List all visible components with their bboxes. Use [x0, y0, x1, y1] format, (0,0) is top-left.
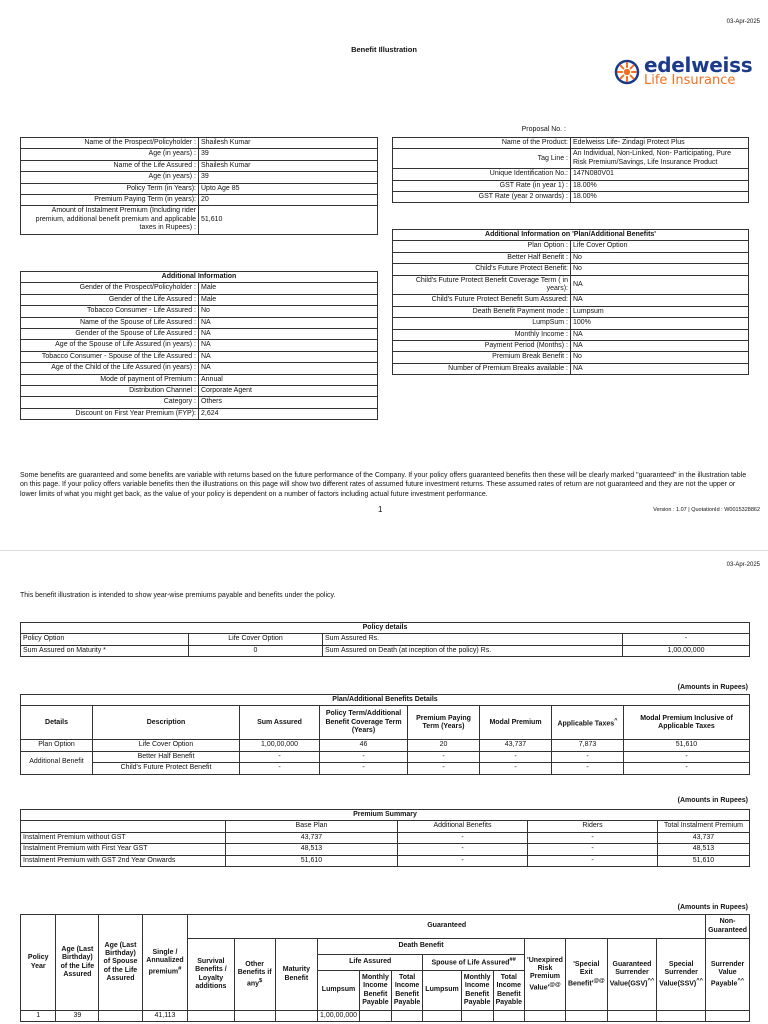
- cell: -: [624, 763, 750, 774]
- row-value: Corporate Agent: [199, 385, 378, 396]
- cell: 41,113: [142, 1011, 188, 1022]
- cell: 20: [408, 740, 480, 751]
- row-value: NA: [571, 363, 749, 374]
- header-sup: @@: [549, 981, 561, 988]
- row-label: Tobacco Consumer - Spouse of the Life Assured :: [21, 351, 199, 362]
- header-single-premium: [142, 915, 188, 1011]
- header-sup: ^^: [696, 977, 704, 984]
- table-row: [393, 352, 749, 363]
- table-row: [21, 1011, 750, 1022]
- table-row: [393, 340, 749, 351]
- header-modal-premium: Modal Premium: [480, 706, 552, 740]
- cell: Instalment Premium without GST: [21, 832, 226, 843]
- row-label: Number of Premium Breaks available :: [393, 363, 571, 374]
- header-total-income-spouse: Total Income Benefit Payable: [493, 971, 524, 1011]
- row-value: Life Cover Option: [571, 241, 749, 252]
- cell: -: [240, 751, 320, 762]
- benefit-table-wrap: [20, 914, 750, 1024]
- cell: 1: [21, 1011, 56, 1022]
- table-row: [393, 363, 749, 374]
- cell: Sum Assured on Maturity *: [21, 645, 189, 656]
- header-spouse-la: [423, 955, 525, 971]
- row-label: Child's Future Protect Benefit Sum Assured:: [393, 295, 571, 306]
- header-text: 'Unexpired Risk Premium Value': [527, 956, 563, 992]
- row-label: Child's Future Protect Benefit:: [393, 264, 571, 275]
- cell: 39: [56, 1011, 99, 1022]
- cell: 43,737: [480, 740, 552, 751]
- row-value: 2,624: [199, 408, 378, 419]
- row-label: GST Rate (year 2 onwards) :: [393, 191, 571, 202]
- cell: 51,610: [624, 740, 750, 751]
- table-row: [21, 844, 750, 855]
- header-sup: $: [259, 977, 263, 984]
- cell: Policy Option: [21, 634, 189, 645]
- header-special-exit: [565, 939, 607, 1011]
- cell: 43,737: [658, 832, 750, 843]
- cell: -: [408, 763, 480, 774]
- cell: [657, 1011, 706, 1022]
- row-label: Gender of the Prospect/Policyholder :: [21, 283, 199, 294]
- row-value: No: [571, 252, 749, 263]
- policy-details-title: Policy details: [21, 623, 750, 634]
- premium-summary-title: Premium Summary: [21, 810, 750, 821]
- cell: Life Cover Option: [93, 740, 240, 751]
- header-text: Single / Annualized premium: [146, 948, 184, 975]
- header-age-la: Age (Last Birthday) of the Life Assured: [56, 915, 99, 1011]
- row-label: Name of the Spouse of Life Assured :: [21, 317, 199, 328]
- table-row: [21, 328, 378, 339]
- header-sup: #: [178, 965, 182, 972]
- policy-details-table: [20, 622, 750, 657]
- row-label: Policy Term (in Years):: [21, 183, 199, 194]
- table-row: [393, 318, 749, 329]
- table-row: [21, 374, 378, 385]
- cell: [21, 821, 226, 832]
- header-sup: ##: [509, 957, 516, 964]
- header-policy-term: Policy Term/Additional Benefit Coverage Term (Years): [320, 706, 408, 740]
- row-label: Gender of the Life Assured :: [21, 294, 199, 305]
- header-applicable-taxes: [552, 706, 624, 740]
- cell: Sum Assured Rs.: [323, 634, 623, 645]
- row-value: NA: [199, 317, 378, 328]
- row-label: Child's Future Protect Benefit Coverage Term ( in years):: [393, 275, 571, 295]
- row-label: Age (in years) :: [21, 172, 199, 183]
- row-label: Tobacco Consumer - Life Assured :: [21, 306, 199, 317]
- row-label: Gender of the Spouse of Life Assured :: [21, 328, 199, 339]
- table-row: [393, 138, 749, 149]
- page-separator: [0, 550, 768, 551]
- cell: -: [398, 832, 528, 843]
- header-ssv: [657, 939, 706, 1011]
- table-row: [21, 172, 378, 183]
- row-label: Age of the Child of the Life Assured (in years) :: [21, 363, 199, 374]
- cell: -: [480, 751, 552, 762]
- row-value: Others: [199, 397, 378, 408]
- page2-date: 03-Apr-2025: [726, 562, 760, 568]
- cell: 51,610: [658, 855, 750, 866]
- row-value: 39: [199, 149, 378, 160]
- row-value: 20: [199, 194, 378, 205]
- header-text: Surrender Value Payable: [710, 960, 745, 987]
- table-row: [393, 252, 749, 263]
- cell: Riders: [528, 821, 658, 832]
- row-value: Shailesh Kumar: [199, 160, 378, 171]
- row-value: No: [571, 352, 749, 363]
- edelweiss-logo: [613, 53, 753, 88]
- logo-bottom-text: Life Insurance: [644, 73, 736, 88]
- row-label: Monthly Income :: [393, 329, 571, 340]
- header-survival: Survival Benefits / Loyalty additions: [188, 939, 234, 1011]
- cell: [706, 1011, 750, 1022]
- amounts-note-3: (Amounts in Rupees): [677, 904, 748, 911]
- cell: [565, 1011, 607, 1022]
- header-text: 'Special Exit Benefit': [567, 960, 600, 987]
- header-guaranteed: Guaranteed: [188, 915, 706, 939]
- row-label: Plan Option :: [393, 241, 571, 252]
- row-value: NA: [199, 363, 378, 374]
- cell: -: [480, 763, 552, 774]
- benefit-table: [20, 914, 750, 1022]
- table-row: [21, 408, 378, 419]
- row-label: Category :: [21, 397, 199, 408]
- table-row: [393, 169, 749, 180]
- header-text: Other Benefits if any: [237, 960, 272, 987]
- cell: -: [528, 844, 658, 855]
- table-row: [21, 363, 378, 374]
- header-death-benefit: Death Benefit: [318, 939, 525, 955]
- cell: -: [552, 751, 624, 762]
- header-sum-assured: Sum Assured: [240, 706, 320, 740]
- table-row: [21, 183, 378, 194]
- cell: Sum Assured on Death (at inception of the policy) Rs.: [323, 645, 623, 656]
- row-label: Distribution Channel :: [21, 385, 199, 396]
- header-sup: @@: [593, 977, 605, 984]
- additional-info-title: Additional Information: [21, 272, 378, 283]
- cell: [188, 1011, 234, 1022]
- row-value: Shailesh Kumar: [199, 138, 378, 149]
- row-label: GST Rate (in year 1) :: [393, 180, 571, 191]
- header-text: Guaranteed Surrender Value(GSV): [609, 960, 652, 987]
- row-value: 51,610: [199, 206, 378, 234]
- amounts-note-2: (Amounts in Rupees): [677, 797, 748, 804]
- table-row: [21, 740, 750, 751]
- table-row: [21, 283, 378, 294]
- table-row: [21, 306, 378, 317]
- header-age-spouse: Age (Last Birthday) of Spouse of the Life Assured: [99, 915, 142, 1011]
- plan-info-title: Additional Information on 'Plan/Additional Benefits': [393, 230, 749, 241]
- table-row: [21, 351, 378, 362]
- cell: Total Instalment Premium: [658, 821, 750, 832]
- cell: -: [528, 832, 658, 843]
- amounts-note: (Amounts in Rupees): [677, 684, 748, 691]
- policyholder-table: [20, 137, 378, 235]
- row-value: NA: [199, 351, 378, 362]
- table-row: [393, 329, 749, 340]
- cell: [493, 1011, 524, 1022]
- row-label: Payment Period (Months) :: [393, 340, 571, 351]
- row-label: Death Benefit Payment mode :: [393, 306, 571, 317]
- table-row: [393, 241, 749, 252]
- row-label: LumpSum :: [393, 318, 571, 329]
- cell: Base Plan: [226, 821, 398, 832]
- table-row: [21, 751, 750, 762]
- cell: 0: [189, 645, 323, 656]
- header-total-income: Total Income Benefit Payable: [391, 971, 422, 1011]
- cell: [360, 1011, 392, 1022]
- cell: [525, 1011, 566, 1022]
- row-label: Name of the Prospect/Policyholder :: [21, 138, 199, 149]
- row-label: Discount on First Year Premium (FYP):: [21, 408, 199, 419]
- row-label: Age (in years) :: [21, 149, 199, 160]
- row-label: Age of the Spouse of Life Assured (in years) :: [21, 340, 199, 351]
- table-row: [21, 206, 378, 234]
- cell: 7,873: [552, 740, 624, 751]
- table-row: [393, 149, 749, 169]
- cell: -: [552, 763, 624, 774]
- table-row: [21, 149, 378, 160]
- page-number: 1: [378, 505, 383, 514]
- table-row: [21, 317, 378, 328]
- product-table: [392, 137, 749, 203]
- cell: Instalment Premium with GST 2nd Year Onwards: [21, 855, 226, 866]
- row-value: 18.00%: [571, 191, 749, 202]
- cell: -: [398, 844, 528, 855]
- cell: [423, 1011, 461, 1022]
- row-label: Premium Break Benefit :: [393, 352, 571, 363]
- table-row: [21, 397, 378, 408]
- row-label: Unique Identification No.:: [393, 169, 571, 180]
- cell: -: [320, 763, 408, 774]
- cell: [275, 1011, 317, 1022]
- page1-date: 03-Apr-2025: [726, 19, 760, 25]
- row-label: Name of the Life Assured :: [21, 160, 199, 171]
- table-row: [21, 855, 750, 866]
- additional-info-table: [20, 271, 378, 420]
- row-value: Annual: [199, 374, 378, 385]
- table-row: [21, 645, 750, 656]
- cell: [234, 1011, 275, 1022]
- table-row: [21, 832, 750, 843]
- header-non-guaranteed: Non-Guaranteed: [706, 915, 750, 939]
- header-sup: ^: [614, 717, 618, 724]
- header-lumpsum: Lumpsum: [318, 971, 360, 1011]
- header-lumpsum-spouse: Lumpsum: [423, 971, 461, 1011]
- row-label: Name of the Product:: [393, 138, 571, 149]
- header-life-assured: Life Assured: [318, 955, 423, 971]
- header-sv-payable: [706, 939, 750, 1011]
- row-value: Lumpsum: [571, 306, 749, 317]
- plan-info-table: [392, 229, 749, 375]
- cell: 1,00,00,000: [623, 645, 750, 656]
- intro-text: This benefit illustration is intended to show year-wise premiums payable and benefits under the policy.: [20, 592, 336, 599]
- row-value: NA: [571, 329, 749, 340]
- header-ppt: Premium Paying Term (Years): [408, 706, 480, 740]
- row-label: Better Half Benefit :: [393, 252, 571, 263]
- table-row: [21, 340, 378, 351]
- cell: Life Cover Option: [189, 634, 323, 645]
- row-value: An Individual, Non-Linked, Non- Participating, Pure Risk Premium/Savings, Life Insurance Product: [571, 149, 749, 169]
- header-maturity: Maturity Benefit: [275, 939, 317, 1011]
- row-value: NA: [571, 340, 749, 351]
- cell: -: [528, 855, 658, 866]
- row-label: Premium Paying Term (in years):: [21, 194, 199, 205]
- header-other: [234, 939, 275, 1011]
- row-label: Amount of Instalment Premium (Including rider premium, additional benefit premium and applicable taxes in Rupees) :: [21, 206, 199, 234]
- header-details: Details: [21, 706, 93, 740]
- cell: Child's Future Protect Benefit: [93, 763, 240, 774]
- header-sup: ^^: [647, 977, 655, 984]
- row-value: No: [199, 306, 378, 317]
- cell: Plan Option: [21, 740, 93, 751]
- logo-top-text: edelweiss: [644, 53, 753, 77]
- row-value: No: [571, 264, 749, 275]
- cell: 1,00,00,000: [318, 1011, 360, 1022]
- cell: [99, 1011, 142, 1022]
- cell: 43,737: [226, 832, 398, 843]
- version-text: Version : 1.07 | QuotationId : W0015328862: [653, 507, 760, 513]
- header-text: Special Surrender Value(SSV): [659, 960, 698, 987]
- header-text: Spouse of Life Assured: [431, 959, 510, 967]
- additional-benefit-label: Additional Benefit: [21, 751, 93, 774]
- header-monthly-income-spouse: Monthly Income Benefit Payable: [461, 971, 493, 1011]
- table-row: [393, 306, 749, 317]
- row-value: 18.00%: [571, 180, 749, 191]
- page-title: Benefit Illustration: [351, 45, 417, 54]
- plan-benefits-title: Plan/Additional Benefits Details: [21, 695, 750, 706]
- table-row: [393, 295, 749, 306]
- cell: 48,513: [658, 844, 750, 855]
- row-value: Upto Age 85: [199, 183, 378, 194]
- row-value: 147N080V01: [571, 169, 749, 180]
- cell: [391, 1011, 422, 1022]
- row-value: NA: [199, 340, 378, 351]
- table-row: [21, 385, 378, 396]
- header-text: Applicable Taxes: [557, 719, 615, 727]
- cell: -: [408, 751, 480, 762]
- row-value: NA: [571, 275, 749, 295]
- row-label: Mode of payment of Premium :: [21, 374, 199, 385]
- cell: -: [240, 763, 320, 774]
- table-row: [393, 191, 749, 202]
- cell: 51,610: [226, 855, 398, 866]
- row-value: NA: [571, 295, 749, 306]
- edelweiss-logo-icon: [613, 58, 641, 86]
- table-row: [393, 264, 749, 275]
- cell: Additional Benefits: [398, 821, 528, 832]
- header-description: Description: [93, 706, 240, 740]
- cell: 1,00,00,000: [240, 740, 320, 751]
- cell: Better Half Benefit: [93, 751, 240, 762]
- cell: -: [398, 855, 528, 866]
- table-row: [21, 160, 378, 171]
- cell: -: [623, 634, 750, 645]
- table-row: [21, 634, 750, 645]
- cell: -: [320, 751, 408, 762]
- header-monthly-income: Monthly Income Benefit Payable: [360, 971, 392, 1011]
- header-policy-year: Policy Year: [21, 915, 56, 1011]
- table-row: [21, 294, 378, 305]
- header-unexpired: [525, 939, 566, 1011]
- cell: -: [624, 751, 750, 762]
- proposal-no-label: Proposal No. :: [521, 126, 566, 133]
- cell: Instalment Premium with First Year GST: [21, 844, 226, 855]
- table-row: [21, 138, 378, 149]
- cell: [607, 1011, 657, 1022]
- table-row: [393, 275, 749, 295]
- cell: [461, 1011, 493, 1022]
- table-row: [393, 180, 749, 191]
- row-value: Male: [199, 283, 378, 294]
- row-value: 100%: [571, 318, 749, 329]
- disclaimer-text: Some benefits are guaranteed and some benefits are variable with returns based on the future performance of the Company. If your policy offers guaranteed benefits then these will be clearly marked "guaranteed" in the illustration table on this page. If your policy offers variable benefits then the illustrations on this page will show two different rates of assumed future investment returns. These assumed rates of return are not guaranteed and they are not the upper or lower limits of what you might get back, as the value of your policy is dependent on a number of factors including actual future investment performance.: [20, 472, 747, 498]
- cell: 46: [320, 740, 408, 751]
- row-label: Tag Line :: [393, 149, 571, 169]
- cell: 48,513: [226, 844, 398, 855]
- row-value: Edelweiss Life- Zindagi Protect Plus: [571, 138, 749, 149]
- plan-benefits-table: [20, 694, 750, 775]
- row-value: NA: [199, 328, 378, 339]
- row-value: Male: [199, 294, 378, 305]
- premium-summary-table: [20, 809, 750, 867]
- table-row: [21, 194, 378, 205]
- header-sup: ^^: [737, 977, 745, 984]
- table-row: [21, 821, 750, 832]
- header-modal-premium-incl: Modal Premium Inclusive of Applicable Taxes: [624, 706, 750, 740]
- table-row: [21, 763, 750, 774]
- header-gsv: [607, 939, 657, 1011]
- row-value: 39: [199, 172, 378, 183]
